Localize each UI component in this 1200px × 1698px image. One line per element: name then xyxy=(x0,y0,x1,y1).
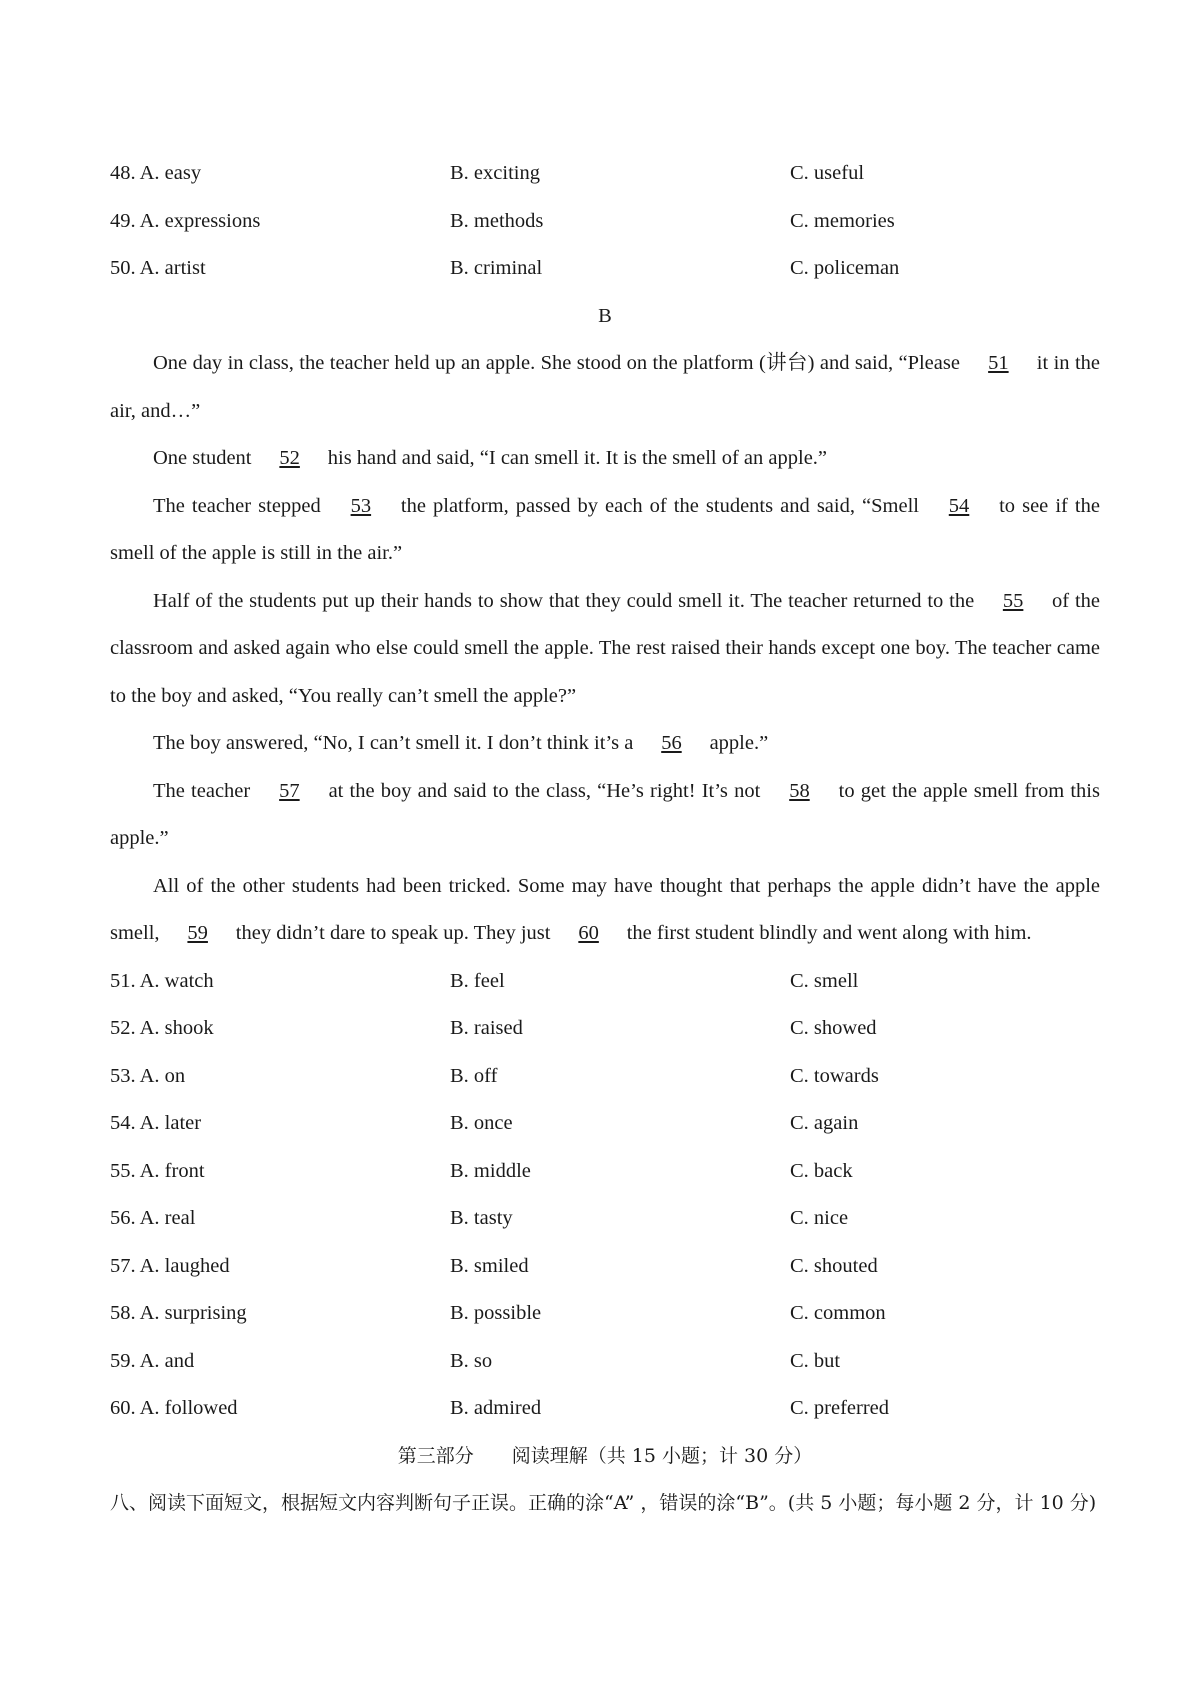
option-row-53 xyxy=(110,1053,1100,1101)
option-c: C. but xyxy=(790,1349,841,1372)
option-row-59 xyxy=(110,1338,1100,1386)
option-c: C. towards xyxy=(790,1064,879,1087)
option-b: B. methods xyxy=(450,209,544,232)
option-c: C. useful xyxy=(790,162,865,185)
option-b: B. criminal xyxy=(450,257,543,280)
option-a: 50. A. artist xyxy=(110,257,206,280)
option-b: B. so xyxy=(450,1349,493,1372)
paragraph-2: One student 52 his hand and said, “I can smell it. It is the smell of an apple.” xyxy=(110,435,1100,483)
option-c: C. common xyxy=(790,1302,886,1325)
paragraph-6: The teacher 57 at the boy and said to the class, “He’s right! It’s not 58 to get the apple smell from this apple.” xyxy=(110,768,1100,863)
part-3-title: 第三部分 阅读理解（共 15 小题；计 30 分） xyxy=(397,1444,813,1467)
option-c: C. again xyxy=(790,1112,859,1135)
option-c: C. preferred xyxy=(790,1397,890,1420)
exam-page xyxy=(110,150,1100,1528)
option-c: C. nice xyxy=(790,1207,849,1230)
option-b: B. off xyxy=(450,1064,498,1087)
section-b-heading: B xyxy=(598,304,612,327)
option-row-54 xyxy=(110,1100,1100,1148)
paragraph-3: The teacher stepped 53 the platform, passed by each of the students and said, “Smell 54 to see if the smell of the apple is still in the air.” xyxy=(110,483,1100,578)
option-b: B. possible xyxy=(450,1302,542,1325)
paragraph-4: Half of the students put up their hands to show that they could smell it. The teacher returned to the 55 of the classroom and asked again who else could smell the apple. The rest raised their hands except one boy. The teacher came to the boy and asked, “You really can’t smell the apple?” xyxy=(110,578,1100,721)
options-group-top xyxy=(110,150,1100,293)
option-b: B. raised xyxy=(450,1017,523,1040)
option-c: C. smell xyxy=(790,969,859,992)
blank-55: 55 xyxy=(1002,589,1024,612)
option-b: B. once xyxy=(450,1112,513,1135)
option-row-50 xyxy=(110,245,1100,293)
blank-59: 59 xyxy=(187,922,208,944)
option-a: 60. A. followed xyxy=(110,1397,238,1420)
option-row-56 xyxy=(110,1195,1100,1243)
option-row-49 xyxy=(110,198,1100,246)
option-row-55 xyxy=(110,1148,1100,1196)
option-b: B. tasty xyxy=(450,1207,513,1230)
option-row-58 xyxy=(110,1290,1100,1338)
paragraph-5: The boy answered, “No, I can’t smell it. I don’t think it’s a 56 apple.” xyxy=(110,720,1100,768)
cloze-passage xyxy=(110,340,1100,958)
option-a: 57. A. laughed xyxy=(110,1254,230,1277)
option-b: B. middle xyxy=(450,1159,531,1182)
option-b: B. feel xyxy=(450,969,505,992)
blank-52: 52 xyxy=(279,447,300,469)
option-row-57 xyxy=(110,1243,1100,1291)
option-b: B. admired xyxy=(450,1397,542,1420)
blank-53: 53 xyxy=(350,494,372,517)
option-a: 59. A. and xyxy=(110,1349,195,1372)
blank-54: 54 xyxy=(948,494,970,517)
blank-57: 57 xyxy=(279,779,300,802)
option-a: 51. A. watch xyxy=(110,969,214,992)
blank-56: 56 xyxy=(661,732,682,754)
options-group-bottom xyxy=(110,958,1100,1433)
blank-60: 60 xyxy=(578,922,599,944)
option-c: C. shouted xyxy=(790,1254,878,1277)
option-c: C. back xyxy=(790,1159,853,1182)
option-a: 54. A. later xyxy=(110,1112,202,1135)
blank-58: 58 xyxy=(789,779,810,802)
option-a: 55. A. front xyxy=(110,1159,205,1182)
option-a: 49. A. expressions xyxy=(110,209,261,232)
option-a: 56. A. real xyxy=(110,1207,196,1230)
option-a: 52. A. shook xyxy=(110,1017,214,1040)
paragraph-7: All of the other students had been tricked. Some may have thought that perhaps the apple didn’t have the apple smell, 59 they didn’t dare to speak up. They just 60 the first student blindly and went along with him. xyxy=(110,863,1100,958)
option-c: C. memories xyxy=(790,209,895,232)
option-row-51 xyxy=(110,958,1100,1006)
option-b: B. smiled xyxy=(450,1254,529,1277)
option-a: 58. A. surprising xyxy=(110,1302,247,1325)
option-c: C. showed xyxy=(790,1017,877,1040)
option-a: 53. A. on xyxy=(110,1064,186,1087)
option-row-48 xyxy=(110,150,1100,198)
option-c: C. policeman xyxy=(790,257,900,280)
option-row-60 xyxy=(110,1385,1100,1433)
option-a: 48. A. easy xyxy=(110,162,202,185)
blank-51: 51 xyxy=(988,352,1009,374)
paragraph-1: One day in class, the teacher held up an apple. She stood on the platform (讲台) and said, “Please 51 it in the air, and…” xyxy=(110,340,1100,435)
option-b: B. exciting xyxy=(450,162,540,185)
option-row-52 xyxy=(110,1005,1100,1053)
section-8-instructions: 八、阅读下面短文，根据短文内容判断句子正误。正确的涂“A” ，错误的涂“B”。(共 5 小题；每小题 2 分，计 10 分) xyxy=(110,1492,1097,1514)
